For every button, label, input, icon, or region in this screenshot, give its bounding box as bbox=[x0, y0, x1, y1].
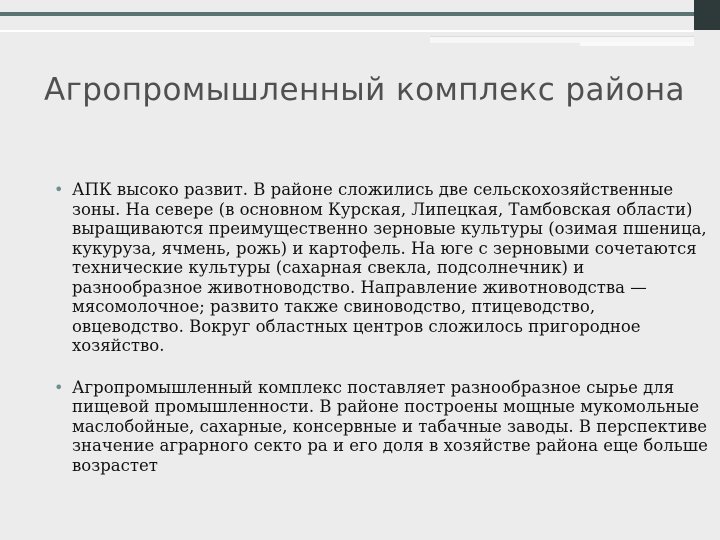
bullet-item-2 bbox=[50, 378, 712, 476]
slide-content bbox=[50, 180, 712, 497]
slide-title: Агропромышленный комплекс района bbox=[44, 72, 685, 108]
top-corner-block bbox=[694, 0, 720, 30]
bullet-icon: • bbox=[54, 377, 64, 397]
bullet-text-2: Агропромышленный комплекс поставляет разнообразное сырье для пищевой промышленности. В районе построены мощные мукомольные маслобойные, сахарные, консервные и табачные заводы. В перспективе значение аграрного секто ра и его доля в хозяйстве района еще больше возрастет bbox=[72, 377, 708, 475]
bullet-text-1: АПК высоко развит. В районе сложились две сельскохозяйственные зоны. На севере (в основном Курская, Липецкая, Тамбовская области) выращиваются преимущественно зерновые культуры (озимая пшеница, кукуруза, ячмень, рожь) и картофель. На юге с зерновыми сочетаются технические культуры (сахарная свекла, подсолнечник) и разнообразное животноводство. Направление животноводства — мясомолочное; развито также свиноводство, птицеводство, овцеводство. Вокруг областных центров сложилось пригородное хозяйство. bbox=[72, 180, 707, 355]
top-accent-bar bbox=[0, 12, 694, 16]
bullet-item-1 bbox=[50, 180, 712, 356]
top-divider-line bbox=[0, 30, 694, 32]
top-light-strip-short bbox=[580, 42, 694, 46]
bullet-icon: • bbox=[54, 180, 64, 199]
